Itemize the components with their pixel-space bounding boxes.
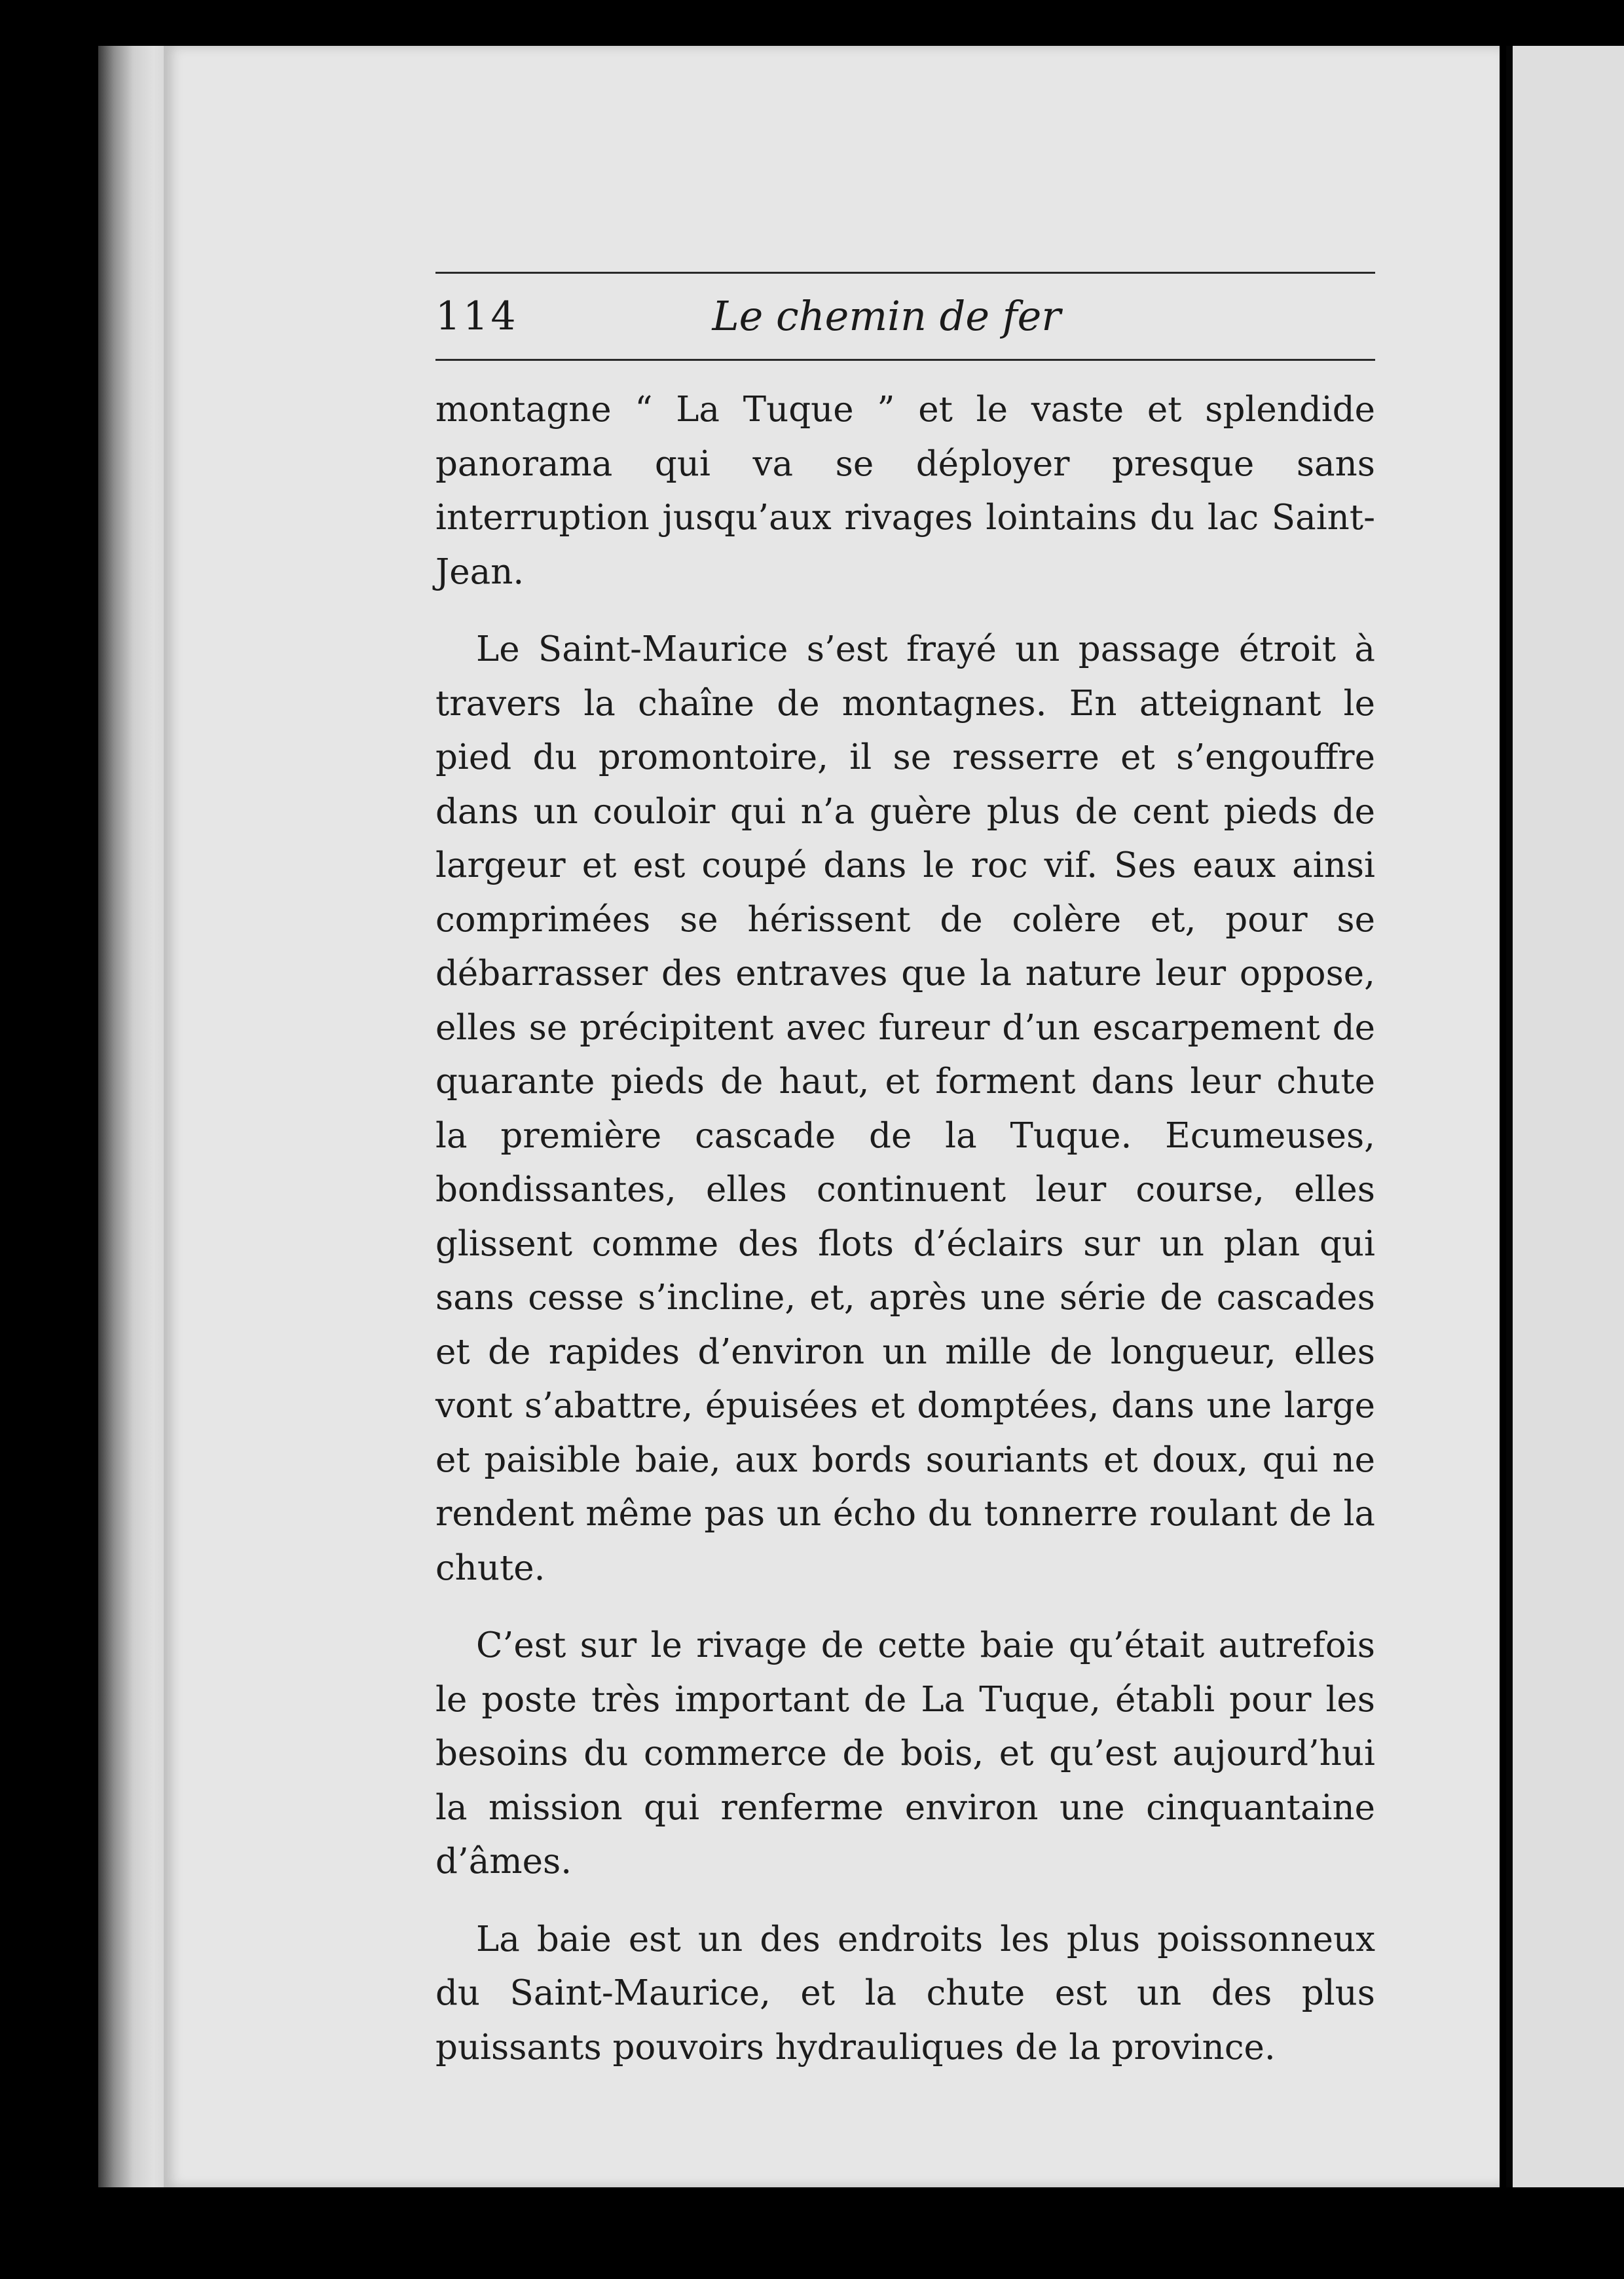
paragraph-4: La baie est un des endroits les plus poissonneux du Saint-Maurice, et la chute est un des plus puissants pouvoirs hydrauliques de la province.	[435, 1919, 1375, 2067]
facing-page-edge	[1506, 46, 1624, 2187]
page-number: 114	[435, 293, 519, 339]
running-header	[435, 272, 1375, 361]
paragraph-2: Le Saint-Maurice s’est frayé un passage étroit à travers la chaîne de montagnes. En atteignant le pied du promontoire, il se resserre et s’engouffre dans un couloir qui n’a guère plus de cent pieds de largeur et est coupé dans le roc vif. Ses eaux ainsi comprimées se hérissent de colère et, pour se débarrasser des entraves que la nature leur oppose, elles se précipitent avec fureur d’un escarpement de quarante pieds de haut, et forment dans leur chute la première cascade de la Tuque. Ecumeuses, bondissantes, elles continuent leur course, elles glissent comme des flots d’éclairs sur un plan qui sans cesse s’incline, et, après une série de cascades et de rapides d’environ un mille de longueur, elles vont s’abattre, épuisées et domptées, dans une large et paisible baie, aux bords souriants et doux, qui ne rendent même pas un écho du tonnerre roulant de la chute.	[435, 629, 1375, 1588]
body-text	[435, 383, 1375, 2098]
running-title: Le chemin de fer	[712, 292, 1061, 340]
paragraph-1: montagne “ La Tuque ” et le vaste et splendide panorama qui va se déployer presque sans interruption jusqu’aux rivages lointains du lac Saint-Jean.	[435, 390, 1375, 592]
paragraph-3: C’est sur le rivage de cette baie qu’était autrefois le poste très important de La Tuque, établi pour les besoins du commerce de bois, et qu’est aujourd’hui la mission qui renferme environ une cinquantaine d’âmes.	[435, 1625, 1375, 1881]
